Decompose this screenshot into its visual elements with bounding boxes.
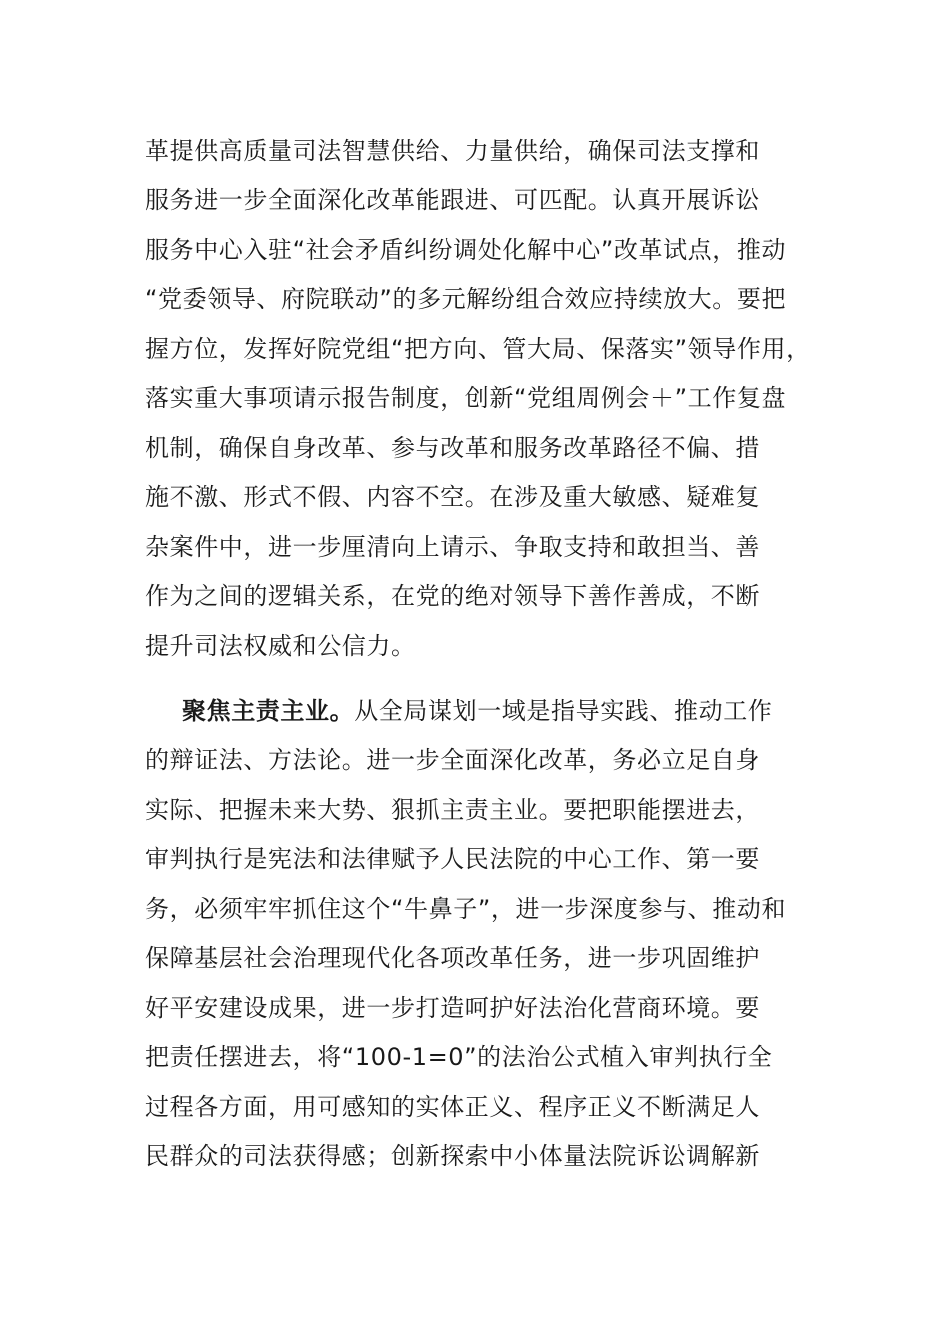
paragraph-1-line-9: 杂案件中，进一步厘清向上请示、争取支持和敢担当、善 (145, 533, 760, 561)
section-heading: 聚焦主责主业。 (182, 697, 355, 725)
paragraph-2-line-3: 实际、把握未来大势、狠抓主责主业。要把职能摆进去， (145, 796, 760, 824)
paragraph-2-line-10: 民群众的司法获得感；创新探索中小体量法院诉讼调解新 (145, 1142, 760, 1170)
paragraph-2-line-9: 过程各方面，用可感知的实体正义、程序正义不断满足人 (145, 1093, 760, 1121)
paragraph-1-line-6: 落实重大事项请示报告制度，创新“党组周例会＋”工作复盘 (145, 384, 787, 412)
paragraph-2-line-6: 保障基层社会治理现代化各项改革任务，进一步巩固维护 (145, 944, 760, 972)
paragraph-1-line-4: “党委领导、府院联动”的多元解纷组合效应持续放大。要把 (145, 285, 787, 313)
paragraph-2-line-8: 把责任摆进去，将“100-1=0”的法治公式植入审判执行全 (145, 1043, 773, 1071)
paragraph-1-line-2: 服务进一步全面深化改革能跟进、可匹配。认真开展诉讼 (145, 186, 760, 214)
paragraph-1-line-11: 提升司法权威和公信力。 (145, 632, 416, 660)
paragraph-1-line-3: 服务中心入驻“社会矛盾纠纷调处化解中心”改革试点，推动 (145, 236, 787, 264)
paragraph-1-line-8: 施不激、形式不假、内容不空。在涉及重大敏感、疑难复 (145, 483, 760, 511)
paragraph-2-line-2: 的辩证法、方法论。进一步全面深化改革，务必立足自身 (145, 746, 760, 774)
paragraph-2-line-1-text: 从全局谋划一域是指导实践、推动工作 (354, 697, 773, 725)
paragraph-2-line-4: 审判执行是宪法和法律赋予人民法院的中心工作、第一要 (145, 845, 760, 873)
paragraph-1-line-5: 握方位，发挥好院党组“把方向、管大局、保落实”领导作用， (145, 335, 811, 363)
paragraph-2-line-1 (182, 694, 772, 728)
paragraph-1-line-10: 作为之间的逻辑关系，在党的绝对领导下善作善成，不断 (145, 582, 760, 610)
paragraph-1-line-1: 革提供高质量司法智慧供给、力量供给，确保司法支撑和 (145, 137, 760, 165)
paragraph-1-line-7: 机制，确保自身改革、参与改革和服务改革路径不偏、措 (145, 434, 760, 462)
paragraph-2-line-7: 好平安建设成果，进一步打造呵护好法治化营商环境。要 (145, 994, 760, 1022)
paragraph-2-line-5: 务，必须牢牢抓住这个“牛鼻子”，进一步深度参与、推动和 (145, 895, 787, 923)
